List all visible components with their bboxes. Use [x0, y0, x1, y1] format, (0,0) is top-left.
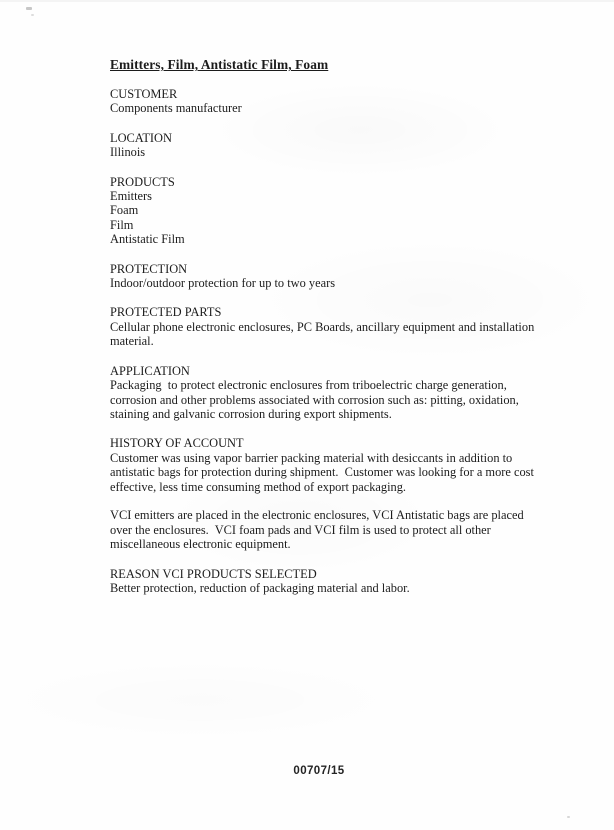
scan-edge-artifact [0, 0, 614, 2]
section-heading: REASON VCI PRODUCTS SELECTED [110, 566, 317, 581]
section-heading: CUSTOMER [110, 87, 178, 101]
text-line: antistatic bags for protection during shipment. Customer was looking for a more cost [110, 465, 534, 480]
text-line: Better protection, reduction of packaging material and labor. [110, 580, 410, 595]
text-line: over the enclosures. VCI foam pads and VCI film is used to protect all other [110, 522, 491, 537]
section-block [110, 320, 580, 349]
section-block [110, 451, 580, 494]
scan-artifact [26, 7, 32, 10]
section-products [110, 175, 580, 247]
section-block [110, 145, 580, 159]
page-number: 00707/15 [293, 765, 345, 777]
text-line: miscellaneous electronic equipment. [110, 537, 291, 552]
product-item: Film [110, 217, 134, 232]
section-heading: HISTORY OF ACCOUNT [110, 436, 244, 451]
document-body [110, 57, 580, 595]
text-line: Packaging to protect electronic enclosures from triboelectric charge generation, [110, 378, 507, 393]
product-item: Foam [110, 203, 139, 218]
section-heading: PROTECTION [110, 261, 188, 276]
section-heading: APPLICATION [110, 363, 190, 378]
product-item: Antistatic Film [110, 232, 185, 247]
section-block [110, 276, 580, 290]
section-history-of-account [110, 436, 580, 551]
section-block [110, 508, 580, 551]
section-block [110, 189, 580, 247]
text-line: material. [110, 334, 154, 349]
section-heading: PRODUCTS [110, 174, 175, 189]
text-line: Indoor/outdoor protection for up to two years [110, 276, 336, 291]
section-heading: LOCATION [110, 130, 172, 145]
product-item: Emitters [110, 189, 152, 204]
text-line: Cellular phone electronic enclosures, PC Boards, ancillary equipment and installation [110, 319, 535, 334]
scan-artifact [567, 816, 570, 818]
text-line: VCI emitters are placed in the electronic enclosures, VCI Antistatic bags are placed [110, 508, 524, 523]
section-block [110, 378, 580, 421]
section-application [110, 364, 580, 422]
scan-artifact [31, 14, 34, 16]
text-line: corrosion and other problems associated with corrosion such as: pitting, oxidation, [110, 392, 519, 407]
section-reason-selected [110, 567, 580, 596]
text-line: effective, less time consuming method of export packaging. [110, 479, 407, 494]
section-customer [110, 87, 580, 116]
text-line: staining and galvanic corrosion during export shipments. [110, 406, 392, 421]
document-title: Emitters, Film, Antistatic Film, Foam [110, 57, 329, 72]
section-block [110, 581, 580, 595]
text-line: Customer was using vapor barrier packing material with desiccants in addition to [110, 450, 513, 465]
text-line: Components manufacturer [110, 101, 242, 116]
section-protection [110, 262, 580, 291]
section-location [110, 131, 580, 160]
section-heading: PROTECTED PARTS [110, 305, 222, 320]
section-block [110, 101, 580, 115]
text-line: Illinois [110, 145, 146, 160]
section-protected-parts [110, 305, 580, 348]
